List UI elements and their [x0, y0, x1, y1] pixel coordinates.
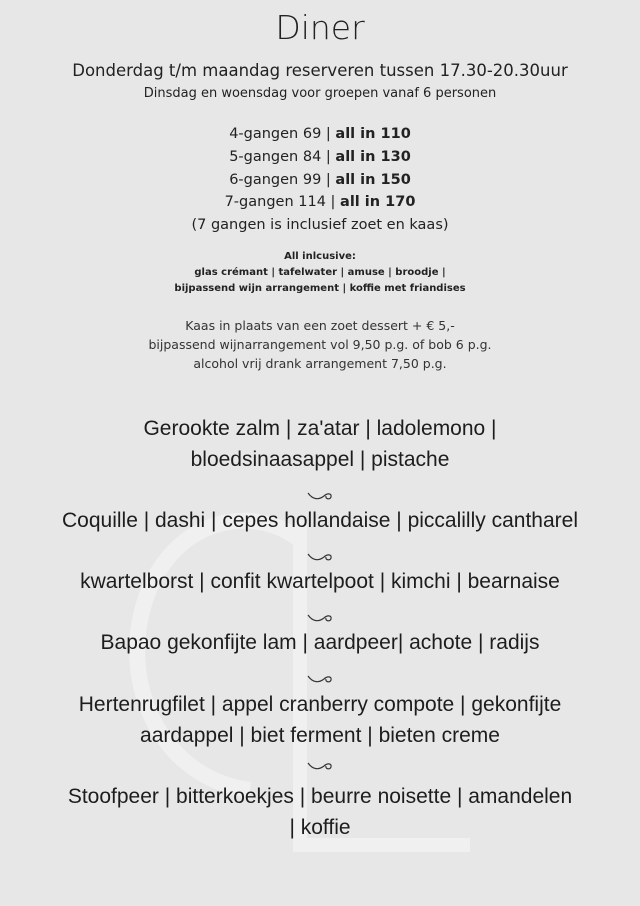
- extras-block: [10, 316, 630, 373]
- price-allin: all in 170: [340, 194, 416, 211]
- price-label: 6-gangen 99 |: [229, 171, 336, 188]
- dish-5: [10, 689, 630, 751]
- dish-line: | koffie: [289, 815, 351, 839]
- all-inclusive-block: [10, 249, 630, 297]
- all-inclusive-line: glas crémant | tafelwater | amuse | broodje |: [194, 266, 446, 278]
- price-label: 7-gangen 114 |: [224, 194, 341, 211]
- reservation-hours: Donderdag t/m maandag reserveren tussen 17.30-20.30uur: [72, 61, 568, 80]
- dish-line: aardappel | biet ferment | bieten creme: [140, 723, 500, 747]
- price-list: [10, 123, 630, 237]
- price-row: [10, 123, 630, 146]
- dish-6: [10, 781, 630, 843]
- all-inclusive-title: All inlcusive:: [284, 250, 356, 262]
- dish-1: [10, 413, 630, 475]
- price-row: [10, 169, 630, 192]
- price-label: 5-gangen 84 |: [229, 148, 336, 165]
- swirl-divider-icon: [0, 551, 640, 563]
- price-allin: all in 110: [335, 126, 411, 142]
- dish-line: Bapao gekonfijte lam | aardpeer| achote | radijs: [100, 630, 540, 654]
- price-allin: all in 150: [335, 171, 411, 188]
- swirl-divider-icon: [0, 760, 640, 772]
- price-note: (7 gangen is inclusief zoet en kaas): [191, 217, 449, 234]
- dish-line: bloedsinaasappel | pistache: [190, 447, 450, 471]
- dish-line: Hertenrugfilet | appel cranberry compote | gekonfijte: [78, 692, 562, 716]
- swirl-divider-icon: [0, 673, 640, 685]
- group-note: Dinsdag en woensdag voor groepen vanaf 6 personen: [143, 86, 497, 101]
- all-inclusive-line: bijpassend wijn arrangement | koffie met friandises: [174, 282, 466, 294]
- dish-line: Coquille | dashi | cepes hollandaise | piccalilly cantharel: [62, 508, 578, 532]
- price-row: [10, 191, 630, 214]
- extra-line: bijpassend wijnarrangement vol 9,50 p.g. of bob 6 p.g.: [148, 336, 492, 352]
- swirl-divider-icon: [0, 612, 640, 624]
- dish-line: Stoofpeer | bitterkoekjes | beurre noisette | amandelen: [67, 784, 573, 808]
- dish-2: [10, 505, 630, 536]
- extra-line: Kaas in plaats van een zoet dessert + € 5,-: [185, 317, 455, 333]
- dish-line: Gerookte zalm | za'atar | ladolemono |: [143, 416, 497, 440]
- dish-4: [10, 627, 630, 658]
- page-title: Diner: [275, 8, 365, 47]
- price-row: [10, 146, 630, 169]
- price-allin: all in 130: [335, 148, 411, 165]
- extra-line: alcohol vrij drank arrangement 7,50 p.g.: [193, 355, 447, 371]
- swirl-divider-icon: [0, 490, 640, 502]
- dish-3: [10, 566, 630, 597]
- dish-line: kwartelborst | confit kwartelpoot | kimchi | bearnaise: [80, 569, 560, 593]
- price-label: 4-gangen 69 |: [229, 126, 336, 142]
